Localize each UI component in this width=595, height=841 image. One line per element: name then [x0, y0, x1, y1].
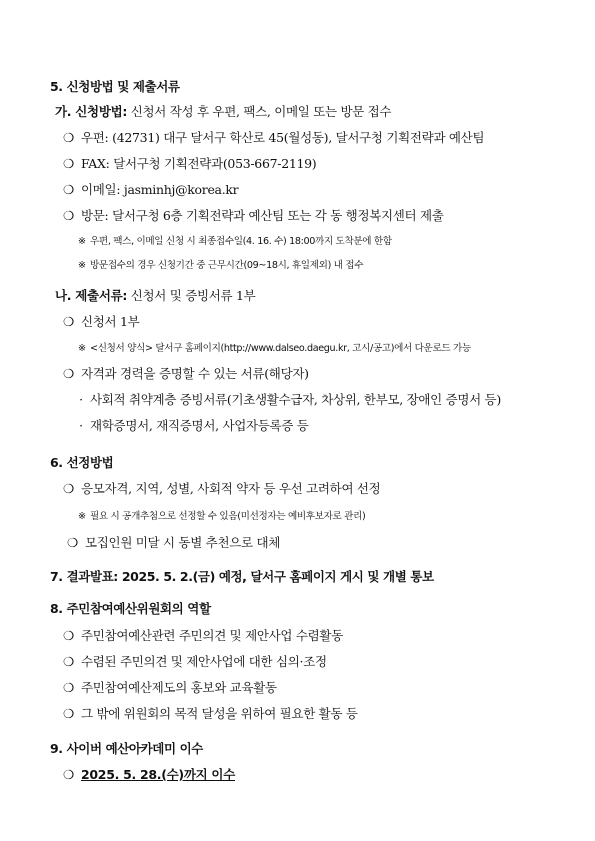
- list-item: [63, 654, 327, 670]
- circle-bullet-icon: ❍: [63, 706, 74, 721]
- list-item-text: 이메일: jasminhj@korea.kr: [81, 182, 239, 197]
- note-mark-icon: ※: [78, 236, 86, 247]
- note-mark-icon: ※: [78, 343, 86, 354]
- list-item: [63, 481, 380, 497]
- list-item: [63, 156, 316, 172]
- note-mark-icon: ※: [78, 511, 86, 522]
- circle-bullet-icon: ❍: [63, 182, 74, 197]
- subsection-a-text: 신청서 작성 후 우편, 팩스, 이메일 또는 방문 접수: [127, 104, 392, 119]
- note-mark-icon: ※: [78, 260, 86, 271]
- circle-bullet-icon: ❍: [63, 628, 74, 643]
- dot-item: [72, 392, 501, 408]
- subsection-a: [55, 104, 391, 120]
- subsection-b: [55, 288, 255, 304]
- section-9-title: 9. 사이버 예산아카데미 이수: [50, 741, 203, 756]
- note-text: 우편, 팩스, 이메일 신청 시 최종접수일(4. 16. 수) 18:00까지 도착분에 한함: [90, 236, 392, 247]
- list-item: [63, 706, 358, 722]
- section-8-title: 8. 주민참여예산위원회의 역할: [50, 601, 211, 616]
- list-item-text: 응모자격, 지역, 성별, 사회적 약자 등 우선 고려하여 선정: [81, 481, 381, 496]
- circle-bullet-icon: ❍: [63, 130, 74, 145]
- list-item-text: 모집인원 미달 시 동별 추천으로 대체: [85, 535, 280, 550]
- list-item-text: 그 밖에 위원회의 목적 달성을 위하여 필요한 활동 등: [81, 706, 358, 721]
- list-item: [63, 680, 277, 696]
- note-text: 필요 시 공개추첨으로 선정할 수 있음(미선정자는 예비후보자로 관리): [90, 511, 366, 522]
- section-5-title: 5. 신청방법 및 제출서류: [50, 79, 180, 94]
- note: [78, 341, 471, 357]
- note: [78, 234, 392, 250]
- dot-item: [72, 418, 309, 434]
- circle-bullet-icon: ❍: [63, 680, 74, 695]
- list-item-text: 자격과 경력을 증명할 수 있는 서류(해당자): [81, 366, 309, 381]
- list-item-text: FAX: 달서구청 기획전략과(053-667-2119): [81, 156, 317, 171]
- list-item-text: 주민참여예산제도의 홍보와 교육활동: [81, 680, 277, 695]
- subsection-b-text: 신청서 및 증빙서류 1부: [127, 288, 256, 303]
- circle-bullet-icon: ❍: [63, 366, 74, 381]
- section-6-title: 6. 선정방법: [50, 455, 114, 470]
- list-item-text: 신청서 1부: [81, 314, 140, 329]
- dot-bullet-icon: ·: [79, 392, 83, 407]
- list-item: [67, 535, 280, 551]
- dot-bullet-icon: ·: [79, 418, 83, 433]
- circle-bullet-icon: ❍: [63, 767, 74, 782]
- list-item: [63, 628, 343, 644]
- circle-bullet-icon: ❍: [63, 654, 74, 669]
- section-7-title: 7. 결과발표: 2025. 5. 2.(금) 예정, 달서구 홈페이지 게시 및 개별 통보: [50, 569, 434, 584]
- circle-bullet-icon: ❍: [67, 535, 78, 550]
- circle-bullet-icon: ❍: [63, 314, 74, 329]
- deadline-text: 2025. 5. 28.(수)까지 이수: [81, 767, 235, 782]
- list-item: [63, 366, 309, 382]
- circle-bullet-icon: ❍: [63, 481, 74, 496]
- list-item: [63, 314, 139, 330]
- list-item: [63, 182, 238, 198]
- dot-item-text: 재학증명서, 재직증명서, 사업자등록증 등: [90, 418, 309, 433]
- note: [78, 509, 365, 525]
- subsection-b-label: 나. 제출서류:: [55, 288, 128, 303]
- note-text: <신청서 양식> 달서구 홈페이지(http://www.dalseo.daegu.kr, 고시/공고)에서 다운로드 가능: [90, 343, 471, 354]
- dot-item-text: 사회적 취약계층 증빙서류(기초생활수급자, 차상위, 한부모, 장애인 증명서 등): [90, 392, 501, 407]
- subsection-a-label: 가. 신청방법:: [55, 104, 128, 119]
- list-item-text: 주민참여예산관련 주민의견 및 제안사업 수렴활동: [81, 628, 343, 643]
- list-item: [63, 208, 444, 224]
- list-item-text: 우편: (42731) 대구 달서구 학산로 45(월성동), 달서구청 기획전략과 예산팀: [81, 130, 485, 145]
- note: [78, 258, 363, 274]
- note-text: 방문접수의 경우 신청기간 중 근무시간(09~18시, 휴일제외) 내 접수: [90, 260, 364, 271]
- circle-bullet-icon: ❍: [63, 208, 74, 223]
- circle-bullet-icon: ❍: [63, 156, 74, 171]
- list-item: [63, 767, 235, 783]
- list-item: [63, 130, 484, 146]
- list-item-text: 방문: 달서구청 6층 기획전략과 예산팀 또는 각 동 행정복지센터 제출: [81, 208, 444, 223]
- list-item-text: 수렴된 주민의견 및 제안사업에 대한 심의·조정: [81, 654, 327, 669]
